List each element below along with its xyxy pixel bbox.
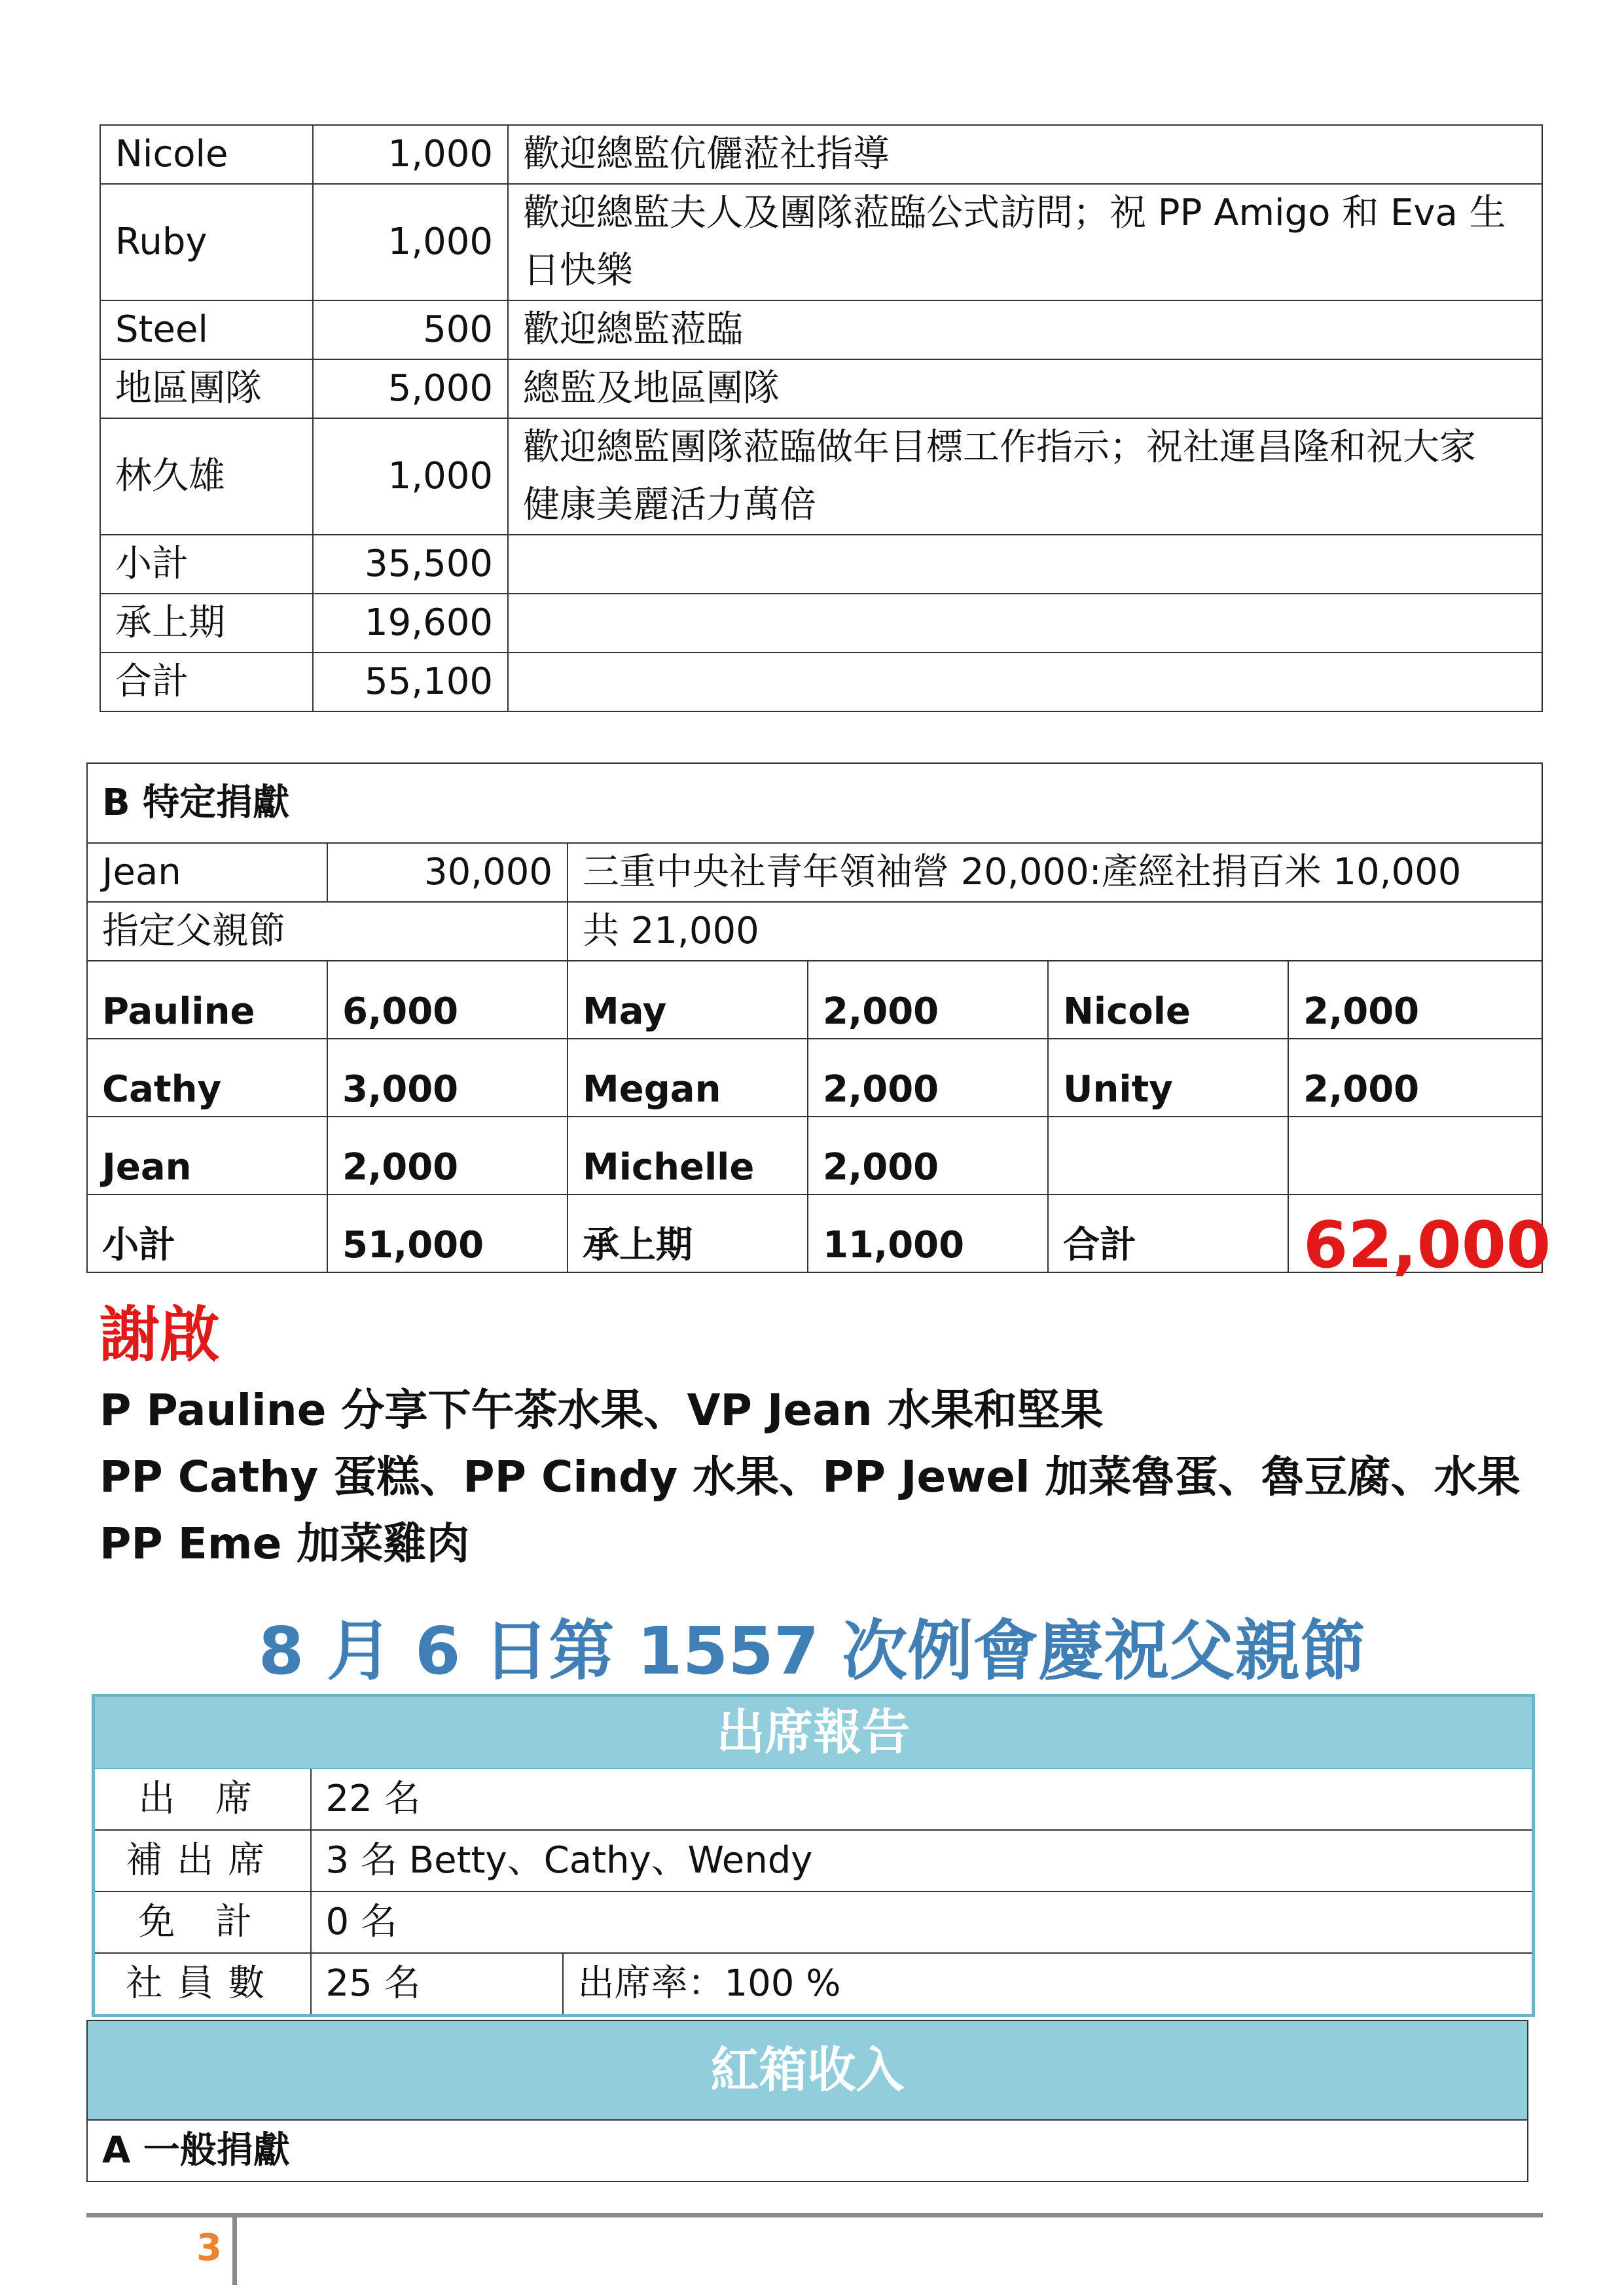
thanks-line: PP Cathy 蛋糕、PP Cindy 水果、PP Jewel 加菜魯蛋、魯豆腐、水果 (99, 1452, 1521, 1502)
grid-cell: Unity (1048, 1039, 1288, 1117)
donor-name: 地區團隊 (100, 359, 313, 418)
section-title: B 特定捐獻 (87, 763, 1542, 843)
present-label: 出 席 (94, 1768, 311, 1830)
total-amount: 62,000 (1288, 1194, 1542, 1272)
note-line: 日快樂 (523, 249, 633, 292)
note-line: 歡迎總監團隊蒞臨做年目標工作指示；祝社運昌隆和祝大家 (523, 426, 1476, 469)
donation-note: 三重中央社青年領袖營 20,000:產經社捐百米 10,000 (568, 843, 1542, 902)
table-row (94, 1696, 1534, 1769)
note-line: 健康美麗活力萬倍 (523, 484, 816, 526)
note-line: 歡迎總監夫人及團隊蒞臨公式訪問；祝 PP Amigo 和 Eva 生 (523, 192, 1506, 234)
total-label: 合計 (100, 653, 313, 711)
table-row (87, 1194, 1542, 1272)
table-row (100, 125, 1542, 184)
subtotal-label: 小計 (100, 535, 313, 594)
empty-cell (508, 653, 1542, 711)
total-label: 合計 (1048, 1194, 1288, 1272)
page-number: 3 (196, 2227, 222, 2269)
table-row (100, 359, 1542, 418)
grid-cell: Pauline (87, 961, 327, 1039)
table-row (100, 653, 1542, 711)
grid-cell: Cathy (87, 1039, 327, 1117)
table-row (87, 1039, 1542, 1117)
grid-cell: 2,000 (808, 961, 1048, 1039)
exempt-value: 0 名 (311, 1892, 1534, 1953)
red-box-header: 紅箱收入 (87, 2020, 1528, 2120)
thanks-line: P Pauline 分享下午茶水果、VP Jean 水果和堅果 (99, 1385, 1104, 1435)
grid-cell (1288, 1117, 1542, 1194)
carry-amount: 11,000 (808, 1194, 1048, 1272)
table-row (87, 763, 1542, 843)
donation-note (508, 184, 1542, 300)
grid-cell: 6,000 (327, 961, 568, 1039)
table-row (87, 843, 1542, 902)
carry-label: 承上期 (100, 594, 313, 653)
donation-note: 歡迎總監伉儷蒞社指導 (508, 125, 1542, 184)
footer-divider (86, 2213, 1543, 2217)
footer-vertical-bar (232, 2213, 237, 2285)
thanks-title: 謝啟 (99, 1300, 221, 1370)
donation-amount: 30,000 (327, 843, 568, 902)
donation-amount: 500 (313, 300, 508, 359)
grid-cell: 2,000 (327, 1117, 568, 1194)
grid-cell: 2,000 (808, 1039, 1048, 1117)
table-row (87, 2020, 1528, 2120)
table-row (94, 1768, 1534, 1830)
grid-cell (1048, 1117, 1288, 1194)
section-title: A 一般捐獻 (87, 2120, 1528, 2181)
grid-cell: 2,000 (1288, 1039, 1542, 1117)
subtotal-label: 小計 (87, 1194, 327, 1272)
donation-amount: 5,000 (313, 359, 508, 418)
donor-name: 林久雄 (100, 418, 313, 535)
fathers-day-label: 指定父親節 (87, 902, 568, 961)
subtotal-amount: 51,000 (327, 1194, 568, 1272)
table-row (100, 418, 1542, 535)
table-row (87, 961, 1542, 1039)
grid-cell: 3,000 (327, 1039, 568, 1117)
carry-label: 承上期 (568, 1194, 808, 1272)
specific-donations-table (86, 762, 1551, 1283)
table-row (87, 902, 1542, 961)
table-row (100, 535, 1542, 594)
grid-cell: May (568, 961, 808, 1039)
thanks-line: PP Eme 加菜雞肉 (99, 1518, 470, 1569)
total-amount: 55,100 (313, 653, 508, 711)
table-row (94, 1892, 1534, 1953)
table-row (87, 1117, 1542, 1194)
exempt-label: 免 計 (94, 1892, 311, 1953)
empty-cell (508, 594, 1542, 653)
grid-cell: 2,000 (1288, 961, 1542, 1039)
table-row (100, 594, 1542, 653)
fathers-day-total: 共 21,000 (568, 902, 1542, 961)
grid-cell: 2,000 (808, 1117, 1048, 1194)
donation-amount: 1,000 (313, 418, 508, 535)
members-value: 25 名 (311, 1953, 563, 2016)
donor-name: Steel (100, 300, 313, 359)
subtotal-amount: 35,500 (313, 535, 508, 594)
donation-note: 總監及地區團隊 (508, 359, 1542, 418)
table-row (100, 184, 1542, 300)
members-label: 社員數 (94, 1953, 311, 2016)
grid-cell: Megan (568, 1039, 808, 1117)
table-row (87, 2120, 1528, 2181)
donor-name: Nicole (100, 125, 313, 184)
donor-name: Ruby (100, 184, 313, 300)
carry-amount: 19,600 (313, 594, 508, 653)
empty-cell (508, 535, 1542, 594)
table-row (100, 300, 1542, 359)
table-row (94, 1830, 1534, 1892)
grid-cell: Michelle (568, 1117, 808, 1194)
attendance-table (92, 1694, 1535, 2017)
attendance-rate: 出席率：100 % (563, 1953, 1534, 2016)
donation-amount: 1,000 (313, 184, 508, 300)
donor-name: Jean (87, 843, 327, 902)
donation-note: 歡迎總監蒞臨 (508, 300, 1542, 359)
donation-amount: 1,000 (313, 125, 508, 184)
attendance-header: 出席報告 (94, 1696, 1534, 1769)
grid-cell: Jean (87, 1117, 327, 1194)
grid-cell: Nicole (1048, 961, 1288, 1039)
present-value: 22 名 (311, 1768, 1534, 1830)
makeup-label: 補出席 (94, 1830, 311, 1892)
meeting-title: 8 月 6 日第 1557 次例會慶祝父親節 (258, 1613, 1366, 1689)
red-box-table (86, 2020, 1528, 2182)
table-row (94, 1953, 1534, 2016)
general-donations-table (99, 124, 1543, 712)
donation-note (508, 418, 1542, 535)
makeup-value: 3 名 Betty、Cathy、Wendy (311, 1830, 1534, 1892)
